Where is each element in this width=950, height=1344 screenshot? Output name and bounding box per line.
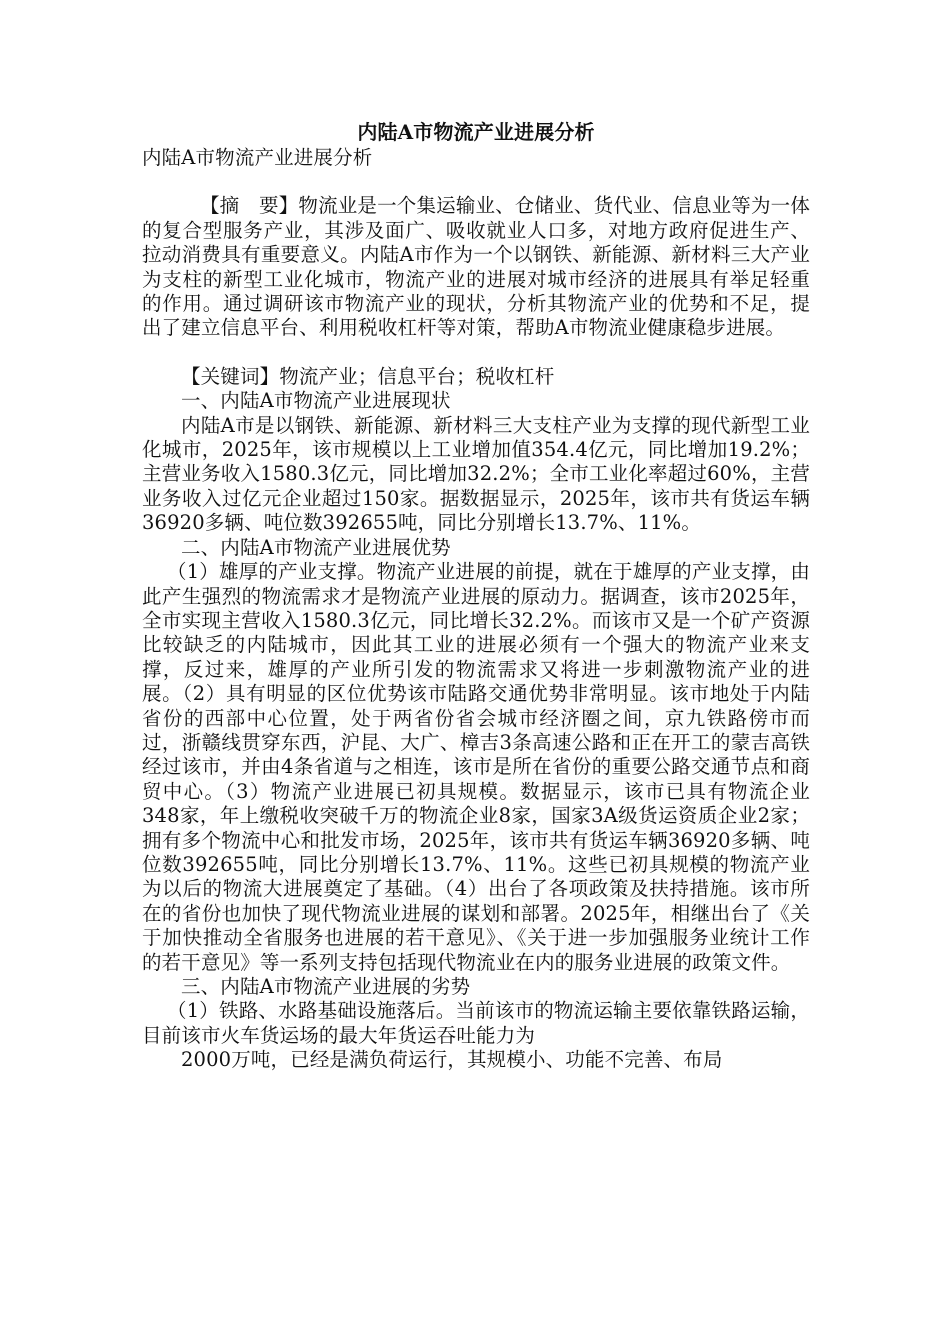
keywords-line: 【关键词】物流产业；信息平台；税收杠杆	[181, 364, 555, 388]
document-title: 内陆A市物流产业进展分析	[357, 120, 595, 144]
section-2-body: （1）雄厚的产业支撑。物流产业进展的前提，就在于雄厚的产业支撑，由此产生强烈的物流需求才是物流产业进展的原动力。据调查，该市2025年，全市实现主营收入1580.3亿元，同比增长32.2%。而该市又是一个矿产资源比较缺乏的内陆城市，因此其工业的进展必须有一个强大的物流产业来支撑，反过来，雄厚的产业所引发的物流需求又将进一步刺激物流产业的进展。（2）具有明显的区位优势该市陆路交通优势非常明显。该市地处于内陆省份的西部中心位置，处于两省份省会城市经济圈之间，京九铁路傍市而过，浙赣线贯穿东西，沪昆、大广、樟吉3条高速公路和正在开工的蒙吉高铁经过该市，并由4条省道与之相连，该市是所在省份的重要公路交通节点和商贸中心。（3）物流产业进展已初具规模。数据显示，该市已具有物流企业348家，年上缴税收突破千万的物流企业8家，国家3A级货运资质企业2家；拥有多个物流中心和批发市场，2025年，该市共有货运车辆36920多辆、吨位数392655吨，同比分别增长13.7%、11%。这些已初具规模的物流产业为以后的物流大进展奠定了基础。（4）出台了各项政策及扶持措施。该市所在的省份也加快了现代物流业进展的谋划和部署。2025年，相继出台了《关于加快推动全省服务也进展的若干意见》、《关于进一步加强服务业统计工作的若干意见》等一系列支持包括现代物流业在内的服务业进展的政策文件。	[142, 560, 810, 974]
section-3-heading: 三、内陆A市物流产业进展的劣势	[181, 975, 471, 998]
blank-line	[142, 170, 810, 194]
document-content	[142, 118, 810, 1073]
section-3-continuation: 2000万吨，已经是满负荷运行，其规模小、功能不完善、布局	[181, 1048, 723, 1072]
section-2-heading: 二、内陆A市物流产业进展优势	[181, 535, 451, 559]
blank-line	[142, 341, 810, 365]
document-subtitle: 内陆A市物流产业进展分析	[142, 146, 373, 169]
section-1-heading: 一、内陆A市物流产业进展现状	[181, 389, 451, 413]
section-3-body: （1）铁路、水路基础设施落后。当前该市的物流运输主要依靠铁路运输，目前该市火车货运场的最大年货运吞吐能力为	[142, 999, 810, 1047]
section-1-body: 内陆A市是以钢铁、新能源、新材料三大支柱产业为支撑的现代新型工业化城市，2025年，该市规模以上工业增加值354.4亿元，同比增加19.2%；主营业务收入1580.3亿元，同比增加32.2%；全市工业化率超过60%，主营业务收入过亿元企业超过150家。据数据显示，2025年，该市共有货运车辆36920多辆、吨位数392655吨，同比分别增长13.7%、11%。	[142, 413, 810, 535]
abstract-paragraph: 【摘 要】物流业是一个集运输业、仓储业、货代业、信息业等为一体的复合型服务产业，其涉及面广、吸收就业人口多，对地方政府促进生产、拉动消费具有重要意义。内陆A市作为一个以钢铁、新能源、新材料三大产业为支柱的新型工业化城市，物流产业的进展对城市经济的进展具有举足轻重的作用。通过调研该市物流产业的现状，分析其物流产业的优势和不足，提出了建立信息平台、利用税收杠杆等对策，帮助A市物流业健康稳步进展。	[142, 194, 810, 340]
